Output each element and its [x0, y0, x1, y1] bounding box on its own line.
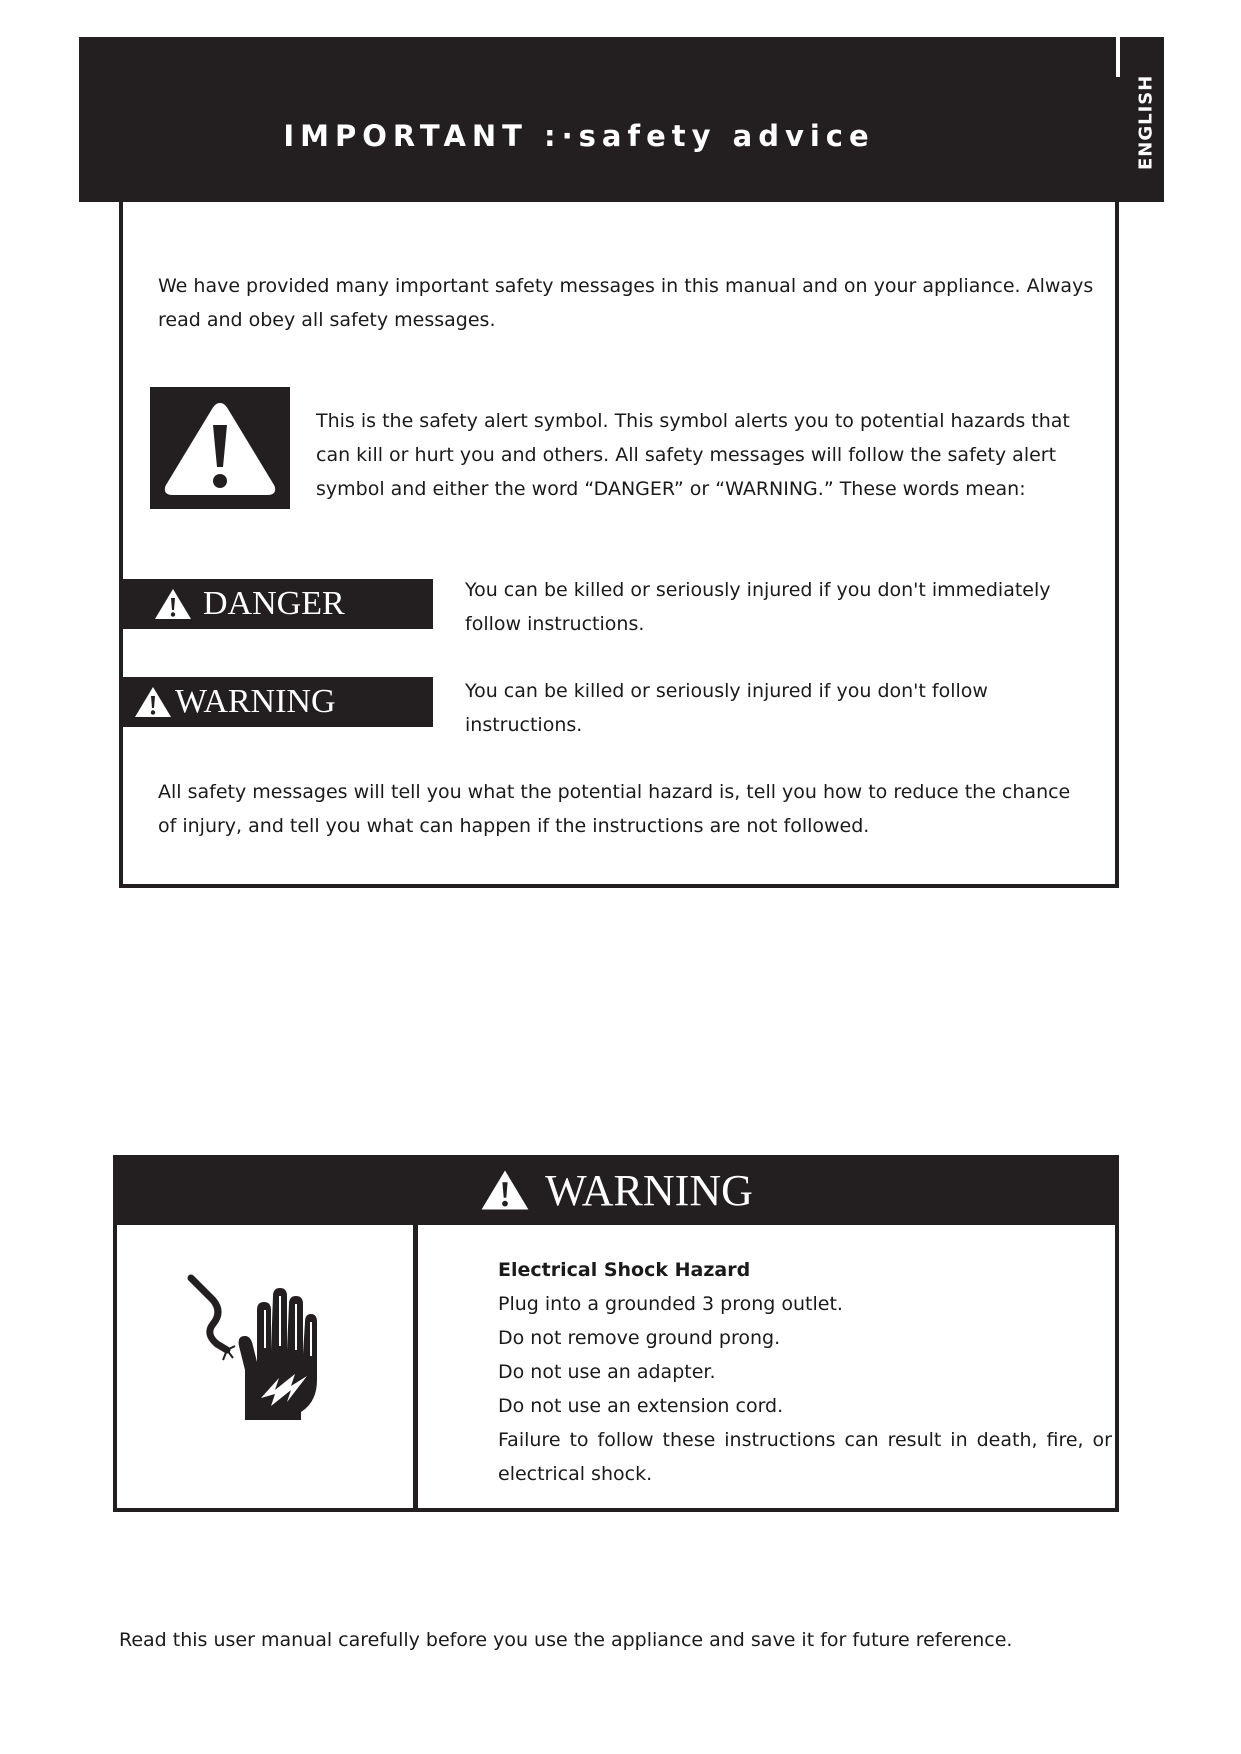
- hazard-summary: All safety messages will tell you what the potential hazard is, tell you how to reduce the chance of injury, and tell you what can happen if the instructions are not followed.: [158, 781, 1071, 837]
- instruction-line: Plug into a grounded 3 prong outlet.: [498, 1293, 843, 1315]
- warning-triangle-icon: [153, 587, 193, 621]
- intro-paragraph: We have provided many important safety messages in this manual and on your appliance. Always read and obey all safety messages.: [158, 275, 1094, 331]
- danger-label: [123, 579, 433, 629]
- language-tab: ENGLISH: [1135, 74, 1157, 170]
- instruction-line: Do not use an adapter.: [498, 1361, 716, 1383]
- instruction-line: Do not remove ground prong.: [498, 1327, 781, 1349]
- warning-triangle-icon: [133, 685, 173, 719]
- warning-label: [123, 677, 433, 727]
- warning-triangle-icon: [160, 397, 280, 499]
- alert-symbol-description: This is the safety alert symbol. This symbol alerts you to potential hazards that can kill or hurt you and others. All safety messages will follow the safety alert symbol and either the word “DANGER” or “WARNING.” These words mean:: [316, 410, 1070, 500]
- hazard-title: Electrical Shock Hazard: [498, 1259, 751, 1281]
- danger-description: You can be killed or seriously injured if you don't immediately follow instructions.: [465, 579, 1051, 635]
- consequence-line: electrical shock.: [498, 1463, 653, 1485]
- warning-box-header: [113, 1155, 1119, 1225]
- instruction-line: Do not use an extension cord.: [498, 1395, 784, 1417]
- electrical-shock-instructions: [498, 1253, 1112, 1491]
- footer-note: Read this user manual carefully before you use the appliance and save it for future reference.: [119, 1629, 1013, 1651]
- language-tab-divider: [1116, 37, 1120, 77]
- header-bar: [79, 37, 1164, 202]
- page-title: IMPORTANT :·safety advice: [283, 119, 875, 153]
- consequence-line: Failure to follow these instructions can result in death, fire, or: [498, 1429, 1112, 1451]
- warning-label-text: WARNING: [175, 683, 336, 720]
- warning-description: You can be killed or seriously injured if you don't follow instructions.: [465, 680, 988, 736]
- safety-alert-symbol: [150, 387, 290, 509]
- warning-triangle-icon: [479, 1167, 531, 1213]
- warning-box-title: WARNING: [545, 1165, 753, 1215]
- danger-label-text: DANGER: [203, 585, 345, 622]
- electrical-shock-hand-icon: [183, 1270, 323, 1430]
- warning-box-divider: [413, 1223, 418, 1510]
